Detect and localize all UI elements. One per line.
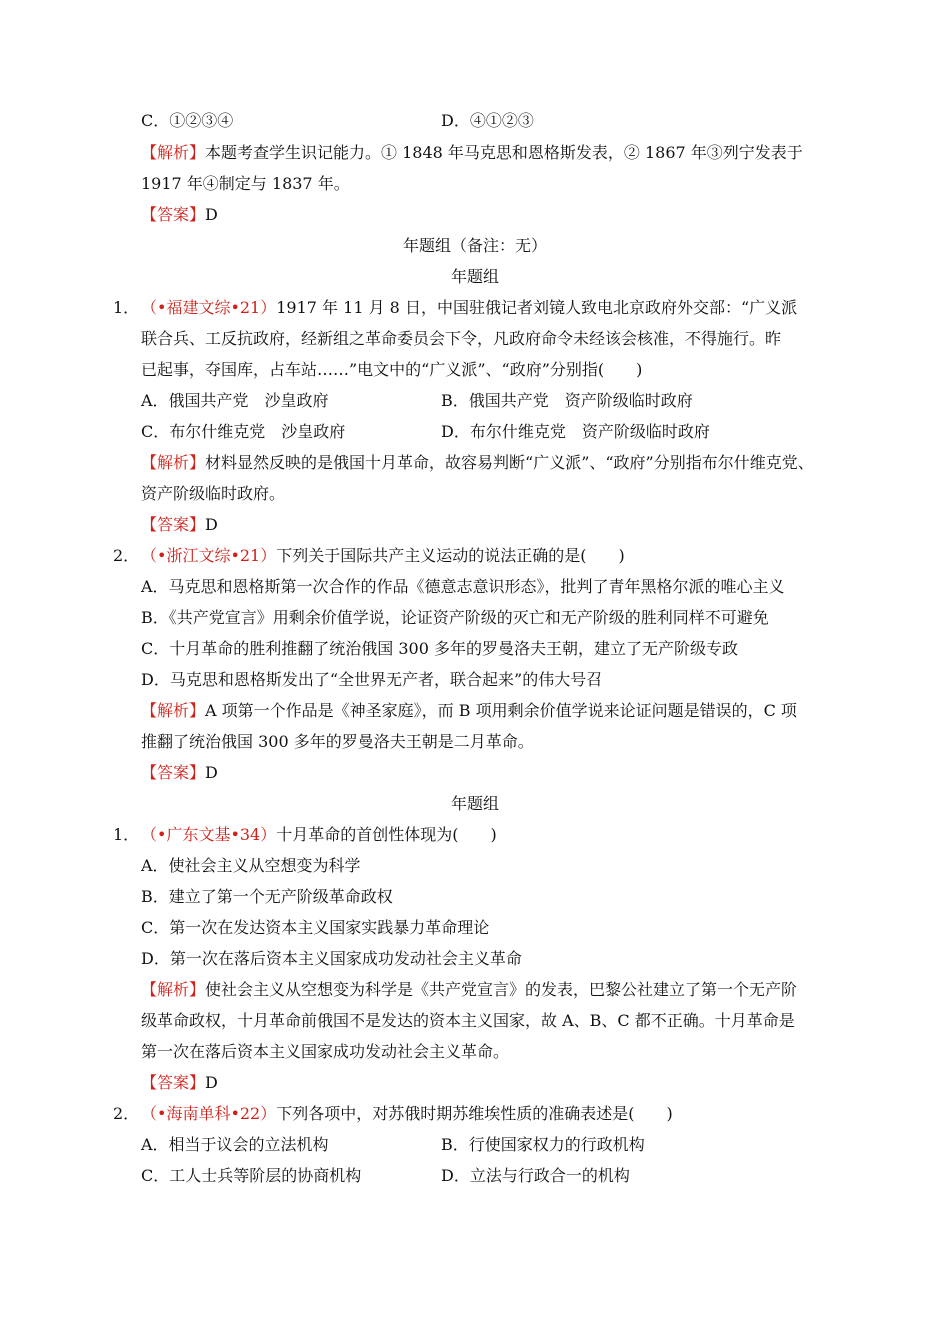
top-option-d: D．④①②③: [441, 111, 534, 130]
question-2-option-c: C．十月革命的胜利推翻了统治俄国 300 多年的罗曼洛夫王朝，建立了无产阶级专政: [141, 639, 738, 658]
question-source: （•广东文基•34）: [141, 825, 277, 844]
analysis-text: 本题考查学生识记能力。① 1848 年马克思和恩格斯发表，② 1867 年③列宁发表于: [205, 143, 803, 162]
question-1-analysis: [141, 453, 814, 473]
top-analysis-line: [141, 143, 803, 163]
question-1-stem-line-2: 联合兵、工反抗政府，经新组之革命委员会下令，凡政府命令未经该会核准，不得施行。昨: [141, 329, 782, 348]
question-3-analysis-line-2: 级革命政权，十月革命前俄国不是发达的资本主义国家，故 A、B、C 都不正确。十月革命是: [141, 1011, 795, 1030]
question-text: 十月革命的首创性体现为( ): [276, 825, 497, 844]
question-2-analysis: [141, 701, 797, 721]
answer-label: 【答案】: [141, 1073, 206, 1092]
analysis-label: 【解析】: [141, 453, 206, 472]
question-source: （•福建文综•21）: [141, 298, 277, 317]
question-3-option-a: A．使社会主义从空想变为科学: [141, 856, 361, 875]
question-2-stem: [113, 546, 625, 566]
question-2-option-d: D．马克思和恩格斯发出了“全世界无产者，联合起来”的伟大号召: [141, 670, 603, 689]
analysis-label: 【解析】: [141, 701, 206, 720]
analysis-text: A 项第一个作品是《神圣家庭》，而 B 项用剩余价值学说来论证问题是错误的，C 项: [205, 701, 797, 720]
top-answer-line: [141, 205, 218, 225]
top-analysis-line-2: 1917 年④制定与 1837 年。: [141, 174, 350, 193]
question-1-stem: [113, 298, 797, 318]
question-3-analysis-line-3: 第一次在落后资本主义国家成功发动社会主义革命。: [141, 1042, 510, 1061]
question-3-option-b: B．建立了第一个无产阶级革命政权: [141, 887, 393, 906]
question-source: （•浙江文综•21）: [141, 546, 277, 565]
question-2-option-a: A．马克思和恩格斯第一次合作的作品《德意志意识形态》，批判了青年黑格尔派的唯心主义: [141, 577, 785, 596]
answer-label: 【答案】: [141, 515, 206, 534]
answer-value: D: [205, 515, 218, 534]
question-3-analysis: [141, 980, 797, 1000]
question-4-stem: [113, 1104, 673, 1124]
answer-value: D: [205, 763, 218, 782]
question-4-option-b: B．行使国家权力的行政机构: [441, 1135, 645, 1154]
analysis-text: 材料显然反映的是俄国十月革命，故容易判断“广义派”、“政府”分别指布尔什维克党、: [205, 453, 814, 472]
question-3-option-c: C．第一次在发达资本主义国家实践暴力革命理论: [141, 918, 490, 937]
question-number: 1．: [113, 825, 140, 844]
answer-label: 【答案】: [141, 763, 206, 782]
question-2-answer: [141, 763, 218, 783]
question-1-option-d: D．布尔什维克党 资产阶级临时政府: [441, 422, 710, 441]
question-3-stem: [113, 825, 497, 845]
question-4-option-a: A．相当于议会的立法机构: [141, 1135, 329, 1154]
question-number: 1．: [113, 298, 140, 317]
question-1-option-c: C．布尔什维克党 沙皇政府: [141, 422, 346, 441]
group-heading: 年题组: [450, 794, 499, 813]
answer-value: D: [205, 205, 218, 224]
question-4-option-d: D．立法与行政合一的机构: [441, 1166, 630, 1185]
question-number: 2．: [113, 1104, 140, 1123]
question-1-answer: [141, 515, 218, 535]
question-text: 1917 年 11 月 8 日，中国驻俄记者刘镜人致电北京政府外交部：“广义派: [276, 298, 798, 317]
question-1-analysis-line-2: 资产阶级临时政府。: [141, 484, 286, 503]
question-number: 2．: [113, 546, 140, 565]
question-4-option-c: C．工人士兵等阶层的协商机构: [141, 1166, 362, 1185]
question-1-stem-line-3: 已起事，夺国库，占车站……”电文中的“广义派”、“政府”分别指( ): [141, 360, 643, 379]
analysis-label: 【解析】: [141, 980, 206, 999]
question-text: 下列各项中，对苏俄时期苏维埃性质的准确表述是( ): [276, 1104, 673, 1123]
group-heading: 年题组（备注：无）: [402, 236, 547, 255]
question-source: （•海南单科•22）: [141, 1104, 277, 1123]
question-2-analysis-line-2: 推翻了统治俄国 300 多年的罗曼洛夫王朝是二月革命。: [141, 732, 534, 751]
question-1-option-b: B．俄国共产党 资产阶级临时政府: [441, 391, 693, 410]
group-heading: 年题组: [450, 267, 499, 286]
question-text: 下列关于国际共产主义运动的说法正确的是( ): [276, 546, 625, 565]
answer-value: D: [205, 1073, 218, 1092]
question-3-answer: [141, 1073, 218, 1093]
question-1-option-a: A．俄国共产党 沙皇政府: [141, 391, 329, 410]
question-2-option-b: B．《共产党宣言》用剩余价值学说，论证资产阶级的灭亡和无产阶级的胜利同样不可避免: [141, 608, 769, 627]
top-option-c: C．①②③④: [141, 111, 234, 130]
question-3-option-d: D．第一次在落后资本主义国家成功发动社会主义革命: [141, 949, 522, 968]
answer-label: 【答案】: [141, 205, 206, 224]
analysis-text: 使社会主义从空想变为科学是《共产党宣言》的发表，巴黎公社建立了第一个无产阶: [205, 980, 798, 999]
analysis-label: 【解析】: [141, 143, 206, 162]
